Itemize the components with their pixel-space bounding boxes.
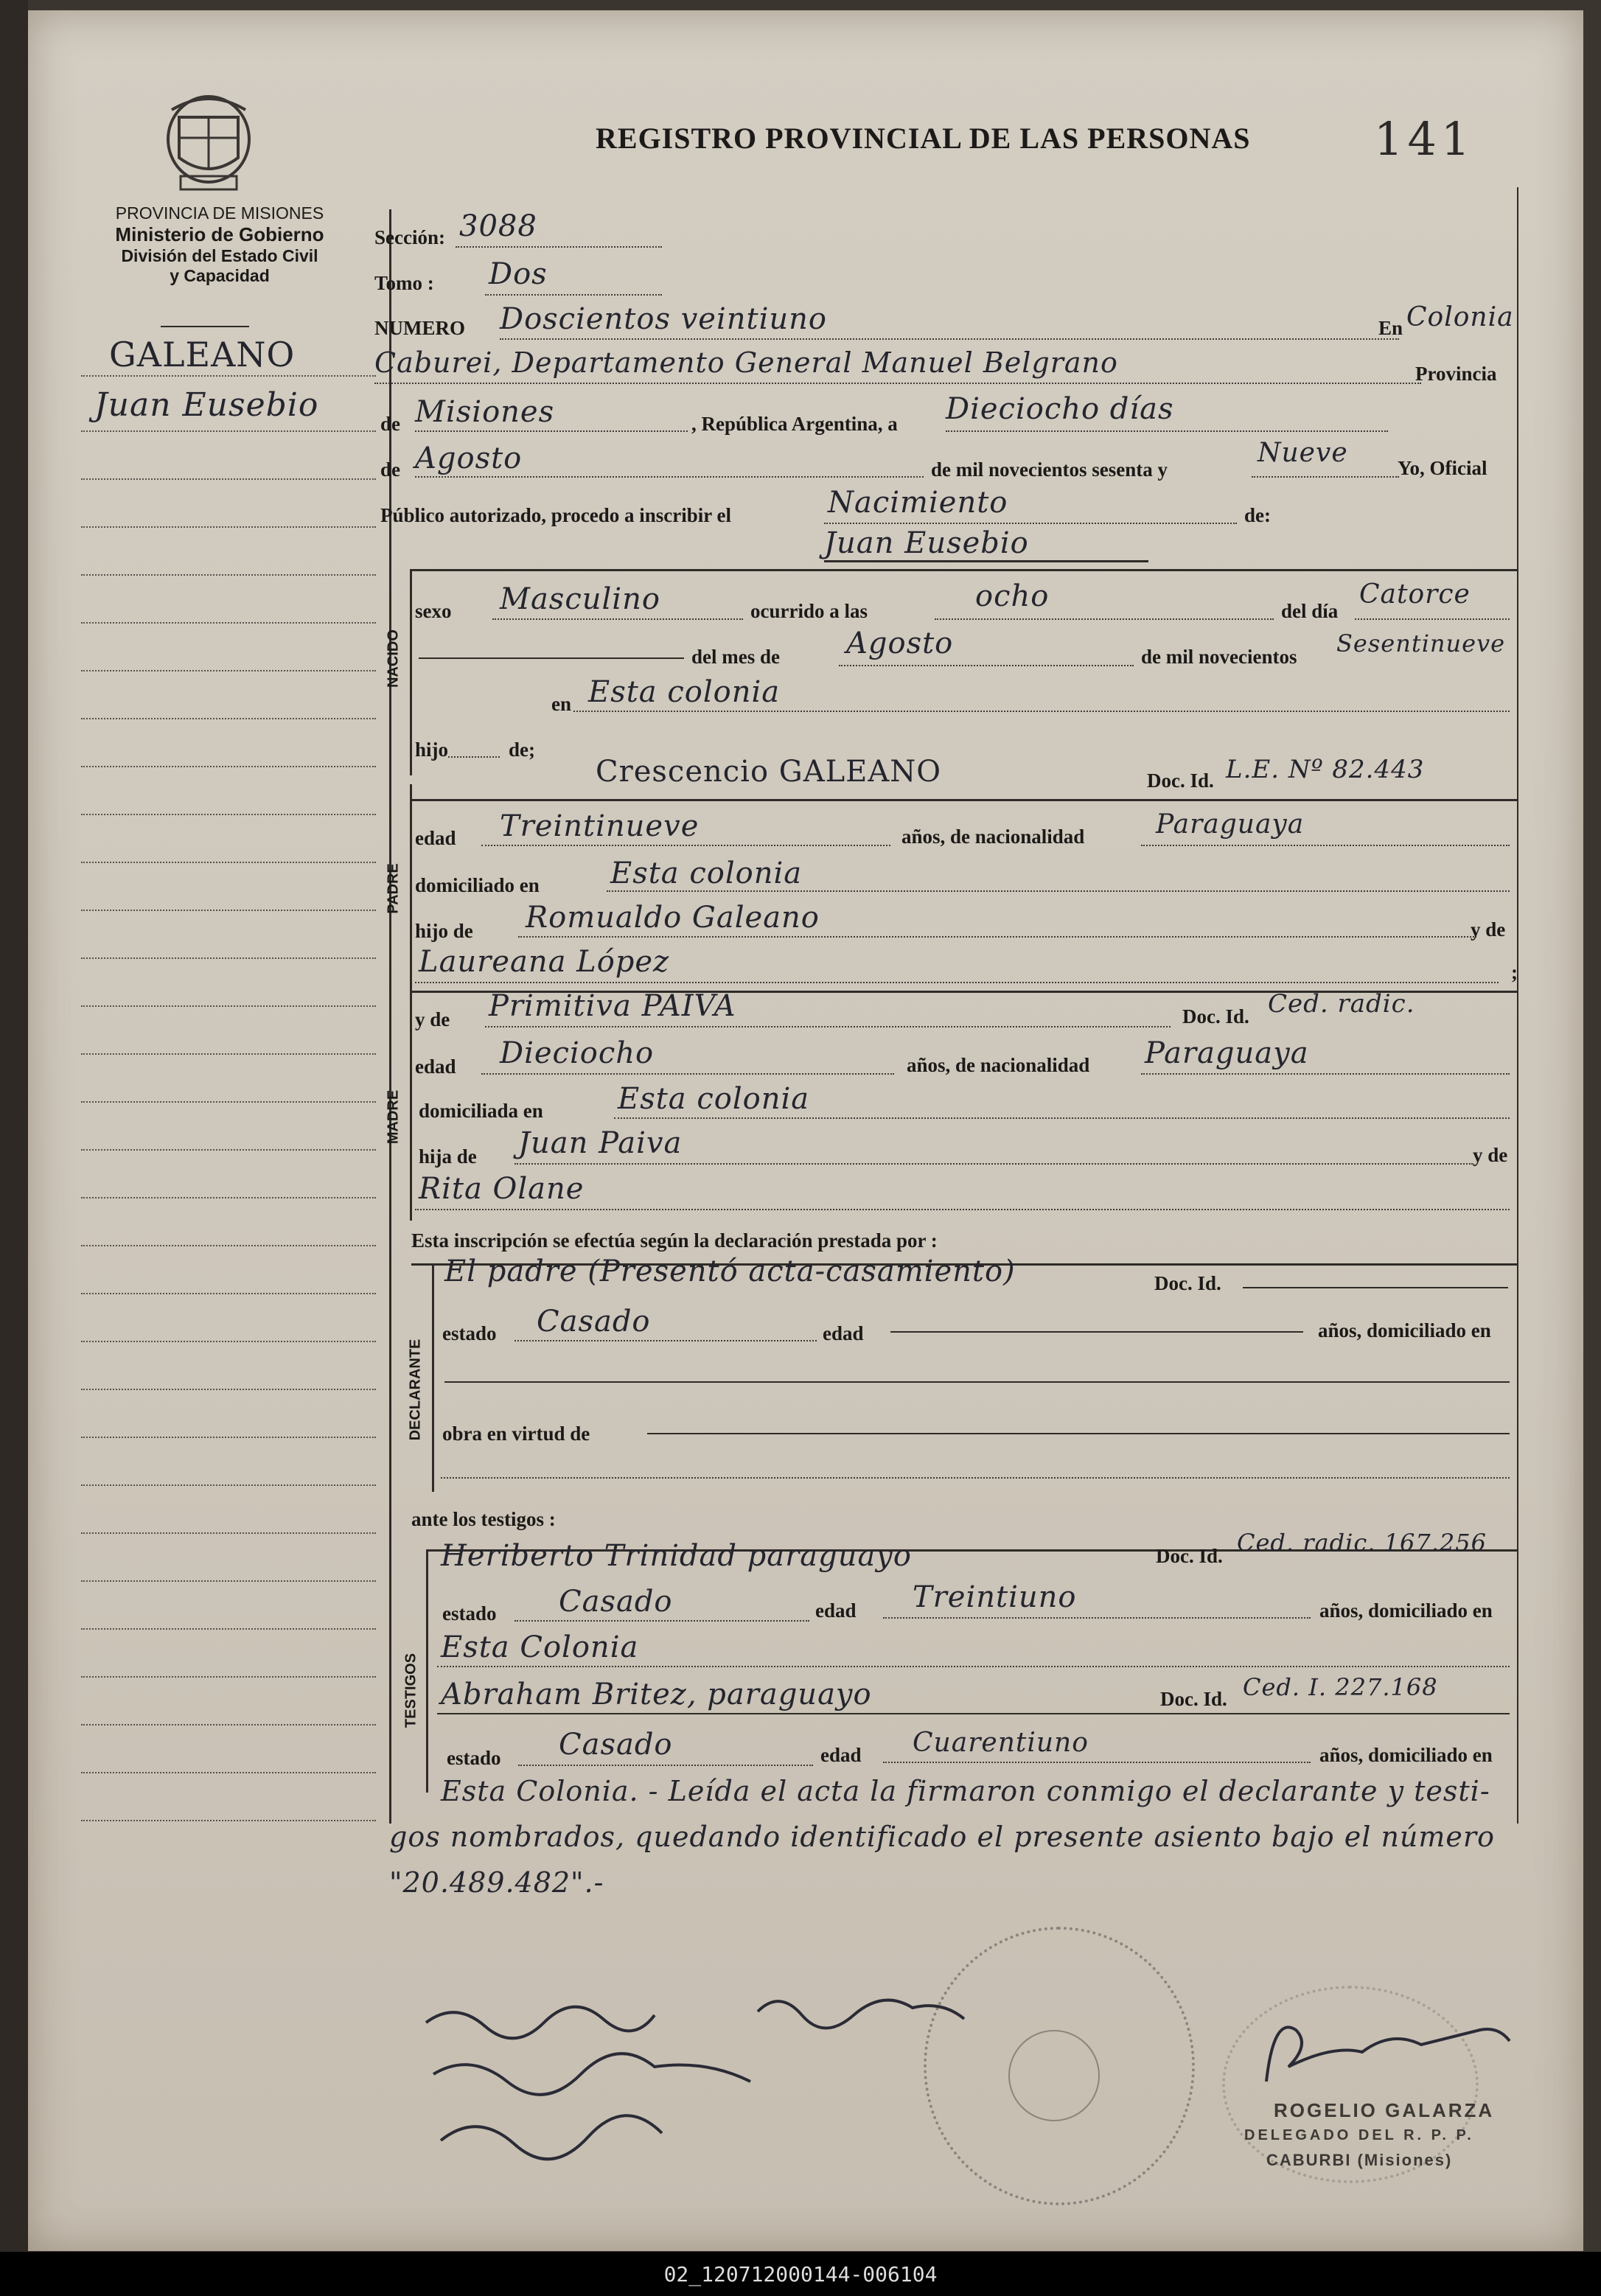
madre-side-rule xyxy=(410,991,412,1221)
dotted-line xyxy=(839,665,1134,666)
margin-line xyxy=(81,1149,376,1151)
madre-nombre: Primitiva PAIVA xyxy=(489,989,736,1023)
dotted-line xyxy=(456,246,662,248)
nacido-mil-label: de mil novecientos xyxy=(1141,646,1297,668)
acto-value: Nacimiento xyxy=(828,486,1008,520)
dotted-line xyxy=(1252,476,1399,478)
madre-padre-value: Juan Paiva xyxy=(518,1126,683,1160)
madre-nac-label: años, de nacionalidad xyxy=(907,1054,1090,1076)
dotted-line xyxy=(415,430,688,432)
seccion-value: 3088 xyxy=(459,209,537,243)
madre-doc-value: Ced. radic. xyxy=(1268,989,1415,1019)
margin-line xyxy=(81,1532,376,1534)
madre-dom-label: domiciliada en xyxy=(419,1100,543,1122)
margin-line xyxy=(81,1772,376,1773)
margin-line xyxy=(81,478,376,480)
dotted-line xyxy=(415,1209,1510,1210)
declarante-nombre: El padre (Presentó acta-casamiento) xyxy=(444,1255,1016,1288)
padre-side-rule xyxy=(410,784,412,1002)
yo-label: Yo, Oficial xyxy=(1398,457,1487,479)
de-label: de xyxy=(380,413,400,435)
testigo1-estado-value: Casado xyxy=(559,1585,673,1619)
inscripto-underline xyxy=(824,560,1148,562)
padre-doc-label: Doc. Id. xyxy=(1147,770,1214,792)
padre-doc-value: L.E. Nº 82.443 xyxy=(1226,755,1425,784)
testigo2-nombre: Abraham Britez, paraguayo xyxy=(441,1678,872,1711)
closing-line-2: gos nombrados, quedando identificado el presente asiento bajo el número xyxy=(389,1821,1495,1853)
dotted-line xyxy=(883,1762,1311,1763)
lugar-value: Esta colonia xyxy=(588,675,781,709)
right-border xyxy=(1517,187,1518,1824)
madre-dom-value: Esta colonia xyxy=(618,1082,810,1116)
ocurrido-label: ocurrido a las xyxy=(750,600,868,622)
margin-line xyxy=(81,1245,376,1246)
footer-bar xyxy=(0,2252,1601,2296)
testigo1-doc-value: Ced. radic. 167.256 xyxy=(1237,1529,1487,1557)
testigo1-doc-label: Doc. Id. xyxy=(1156,1545,1223,1567)
register-title: REGISTRO PROVINCIAL DE LAS PERSONAS xyxy=(596,122,1251,155)
nacido-anio-value: Sesentinueve xyxy=(1336,629,1506,657)
official-name: ROGELIO GALARZA xyxy=(1274,2099,1495,2121)
blank-rule xyxy=(419,657,684,659)
dotted-line xyxy=(374,383,1421,384)
testigos-side-rule xyxy=(426,1549,428,1793)
margin-given-name: Juan Eusebio xyxy=(94,386,319,424)
margin-line xyxy=(81,766,376,767)
provincial-seal-icon xyxy=(157,88,260,198)
madre-nac-value: Paraguaya xyxy=(1145,1036,1309,1070)
madre-section-label: MADRE xyxy=(385,1089,402,1145)
dotted-line xyxy=(492,618,743,620)
testigo1-edad-value: Treintiuno xyxy=(913,1580,1077,1614)
dotted-line xyxy=(607,890,1510,892)
declarante-obra-blank xyxy=(647,1433,1510,1434)
dotted-line xyxy=(448,756,500,758)
margin-line xyxy=(81,1724,376,1726)
dotted-line xyxy=(500,338,1399,340)
dotted-line xyxy=(614,1117,1510,1119)
dotted-line xyxy=(935,618,1274,620)
testigo2-doc-label: Doc. Id. xyxy=(1160,1688,1227,1710)
nacido-side-rule xyxy=(410,569,412,775)
margin-line xyxy=(81,1437,376,1438)
margin-line xyxy=(81,1197,376,1198)
register-page xyxy=(28,10,1583,2251)
declarante-doc-blank xyxy=(1243,1287,1508,1288)
madre-madre-value: Rita Olane xyxy=(419,1172,585,1206)
delmes-label: del mes de xyxy=(691,646,780,668)
hijo-de-label: de; xyxy=(509,739,535,761)
stamp-emblem-icon xyxy=(1008,2030,1100,2121)
testigo1-dom-value: Esta Colonia xyxy=(441,1630,639,1664)
padre-edad-label: edad xyxy=(415,827,456,849)
anio-value: Nueve xyxy=(1258,438,1348,468)
testigo2-anios-label: años, domiciliado en xyxy=(1319,1744,1493,1766)
sexo-value: Masculino xyxy=(500,582,660,616)
margin-line xyxy=(81,526,376,528)
hijo-label: hijo xyxy=(415,739,449,761)
dotted-line xyxy=(441,1477,1510,1479)
margin-line xyxy=(81,1101,376,1103)
margin-line xyxy=(81,1820,376,1821)
margin-line xyxy=(81,430,376,432)
inscripto-value: Juan Eusebio xyxy=(824,526,1029,560)
declarante-intro: Esta inscripción se efectúa según la declaración prestada por : xyxy=(411,1229,938,1252)
testigo1-anios-label: años, domiciliado en xyxy=(1319,1599,1493,1622)
authority-line-3: División del Estado Civil xyxy=(121,246,318,265)
testigos-intro: ante los testigos : xyxy=(411,1508,556,1530)
dotted-line xyxy=(437,1666,1510,1667)
authority-block xyxy=(57,203,382,286)
margin-line xyxy=(81,670,376,671)
margin-line xyxy=(81,1293,376,1294)
declarante-side-rule xyxy=(432,1263,434,1492)
testigo2-doc-value: Ced. I. 227.168 xyxy=(1243,1673,1438,1701)
tomo-label: Tomo : xyxy=(374,272,434,294)
official-signature-icon xyxy=(1244,2000,1524,2104)
testigo1-edad-label: edad xyxy=(815,1599,857,1622)
margin-surname: GALEANO xyxy=(109,335,296,374)
testigo1-nombre: Heriberto Trinidad paraguayo xyxy=(441,1539,912,1573)
authority-line-2: Ministerio de Gobierno xyxy=(115,223,324,245)
seccion-label: Sección: xyxy=(374,226,445,248)
padre-edad-value: Treintinueve xyxy=(500,809,700,843)
margin-line xyxy=(81,1341,376,1342)
testigo2-rule xyxy=(437,1713,1510,1714)
madre-yde2-label: y de xyxy=(1473,1144,1508,1166)
book-binding-edge xyxy=(0,0,28,2252)
dotted-line xyxy=(1141,845,1510,846)
margin-line xyxy=(81,814,376,815)
en-value: Colonia xyxy=(1406,302,1514,332)
provincia-label: Provincia xyxy=(1415,363,1497,385)
dotted-line xyxy=(415,982,1499,983)
dotted-line xyxy=(485,1026,1171,1027)
margin-line xyxy=(81,1676,376,1678)
padre-nac-value: Paraguaya xyxy=(1156,809,1305,840)
dia-value: Dieciocho días xyxy=(946,392,1174,426)
padre-padre-value: Romualdo Galeano xyxy=(526,901,820,935)
dotted-line xyxy=(515,1340,817,1341)
testigo2-edad-label: edad xyxy=(820,1744,862,1766)
padre-dom-value: Esta colonia xyxy=(610,856,803,890)
de2-label: de xyxy=(380,458,400,481)
dotted-line xyxy=(481,845,890,846)
dotted-line xyxy=(824,523,1237,524)
declarante-anios-label: años, domiciliado en xyxy=(1318,1319,1491,1341)
dotted-line xyxy=(481,1073,894,1075)
testigo2-edad-value: Cuarentiuno xyxy=(913,1728,1089,1758)
deldia-label: del día xyxy=(1281,600,1339,622)
declarante-blank-line xyxy=(444,1381,1510,1383)
margin-line xyxy=(81,718,376,719)
numero-value: Doscientos veintiuno xyxy=(500,302,828,336)
madre-doc-label: Doc. Id. xyxy=(1182,1005,1249,1027)
de3-label: de: xyxy=(1244,504,1271,526)
image-id-label: 02_120712000144-006104 xyxy=(663,2262,938,2286)
declarante-obra-label: obra en virtud de xyxy=(442,1423,590,1445)
authority-underline xyxy=(161,326,249,327)
margin-line xyxy=(81,1484,376,1486)
publico-label: Público autorizado, procedo a inscribir el xyxy=(380,504,731,526)
provincia-value: Misiones xyxy=(415,395,555,429)
dotted-line xyxy=(515,1620,809,1622)
nacido-section-label: NACIDO xyxy=(385,629,402,688)
dotted-line xyxy=(573,711,1510,712)
place-value: Caburei, Departamento General Manuel Belgrano xyxy=(374,346,1118,379)
padre-section-label: PADRE xyxy=(385,863,402,914)
signatures-scrawl-icon xyxy=(411,1986,986,2207)
margin-line xyxy=(81,1053,376,1055)
tomo-value: Dos xyxy=(489,257,548,291)
margin-line xyxy=(81,1628,376,1630)
dotted-line xyxy=(883,1617,1311,1619)
testigo2-estado-label: estado xyxy=(447,1747,501,1769)
margin-line xyxy=(81,957,376,959)
declarante-doc-label: Doc. Id. xyxy=(1154,1272,1221,1294)
margin-line xyxy=(81,1580,376,1582)
margin-line xyxy=(81,1005,376,1007)
padre-dom-label: domiciliado en xyxy=(415,874,540,896)
padre-nac-label: años, de nacionalidad xyxy=(901,826,1085,848)
nacido-dia-value: Catorce xyxy=(1359,579,1471,610)
dotted-line xyxy=(485,294,662,296)
closing-line-1: Esta Colonia. - Leída el acta la firmaron conmigo el declarante y testi- xyxy=(441,1775,1490,1807)
hora-value: ocho xyxy=(975,579,1050,613)
madre-yde-label: y de xyxy=(415,1008,450,1030)
margin-line xyxy=(81,910,376,911)
declarante-edad-blank xyxy=(890,1331,1303,1333)
sexo-label: sexo xyxy=(415,600,452,622)
padre-yde-label: y de xyxy=(1471,918,1506,941)
dotted-line xyxy=(518,936,1476,938)
dotted-line xyxy=(1141,1073,1510,1075)
madre-edad-label: edad xyxy=(415,1055,456,1078)
margin-line xyxy=(81,622,376,624)
official-title: DELEGADO DEL R. P. P. xyxy=(1244,2127,1474,2143)
declarante-section-label: DECLARANTE xyxy=(407,1339,424,1441)
official-place: CABURBI (Misiones) xyxy=(1266,2151,1453,2169)
nacido-mes-value: Agosto xyxy=(846,627,954,660)
declarante-estado-value: Casado xyxy=(537,1305,651,1339)
authority-line-4: y Capacidad xyxy=(170,266,270,285)
margin-line xyxy=(81,862,376,863)
closing-line-3: "20.489.482".- xyxy=(389,1866,604,1899)
dotted-line xyxy=(518,1765,813,1766)
padre-semicolon: ; xyxy=(1511,961,1518,983)
testigo2-estado-value: Casado xyxy=(559,1728,673,1762)
madre-hija-label: hija de xyxy=(419,1145,477,1168)
authority-line-1: PROVINCIA DE MISIONES xyxy=(115,203,324,223)
dotted-line xyxy=(415,476,924,478)
nacido-en-label: en xyxy=(551,693,571,715)
dotted-line xyxy=(946,430,1388,432)
en-label: En xyxy=(1378,317,1403,339)
madre-edad-value: Dieciocho xyxy=(500,1036,655,1070)
mil-label: de mil novecientos sesenta y xyxy=(931,458,1168,481)
numero-label: NUMERO xyxy=(374,317,465,339)
page-number: 141 xyxy=(1374,112,1475,166)
padre-nombre: Crescencio GALEANO xyxy=(596,755,942,789)
margin-line xyxy=(81,1389,376,1390)
dotted-line xyxy=(1355,618,1510,620)
mes-value: Agosto xyxy=(415,442,523,475)
margin-line xyxy=(81,574,376,576)
padre-hijo-label: hijo de xyxy=(415,920,473,942)
padre-top-rule xyxy=(411,799,1517,801)
testigo1-estado-label: estado xyxy=(442,1602,497,1625)
margin-line xyxy=(81,375,376,377)
declarante-estado-label: estado xyxy=(442,1322,497,1344)
nacido-top-rule xyxy=(411,569,1517,571)
declarante-edad-label: edad xyxy=(823,1322,864,1344)
margin-divider xyxy=(389,209,391,1824)
testigos-section-label: TESTIGOS xyxy=(402,1653,419,1728)
republica-label: , República Argentina, a xyxy=(691,413,898,435)
padre-madre-value: Laureana López xyxy=(419,945,670,979)
dotted-line xyxy=(515,1163,1473,1165)
